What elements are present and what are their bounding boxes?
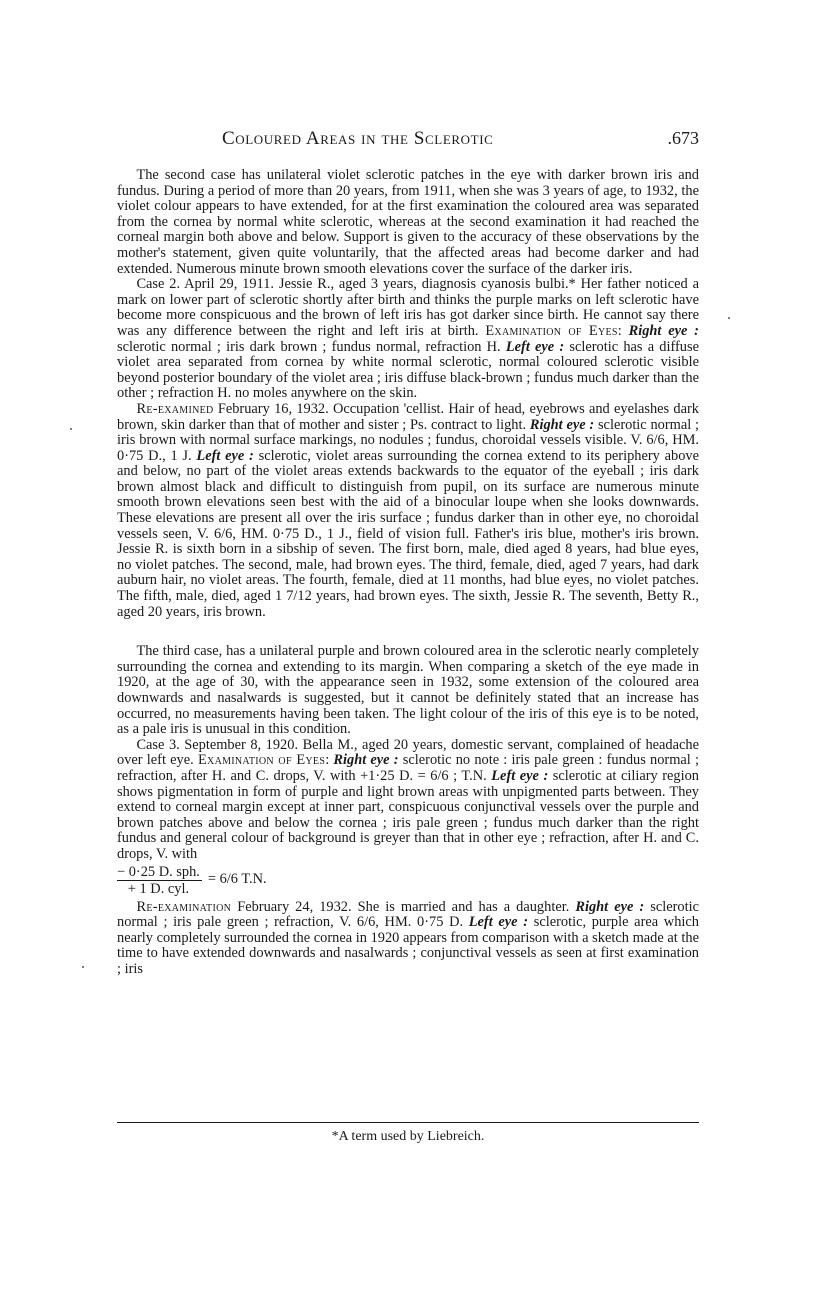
- case-3-left-eye-text: sclerotic at ciliary region shows pigmentation in form of purple and light brown areas with unpigmented parts between. They extend to corneal margin except at inner part, conspicuous conjunctival vessels over the purple and brown patches above and below the cornea ; iris pale green ; fundus much darker than the right fundus and general colour of background is greyer than that in other eye ; refraction, after H. and C. drops, V. with: [117, 767, 700, 862]
- intro-case-2-paragraph: The second case has unilateral violet sclerotic patches in the eye with darker brown iris and fundus. During a period of more than 20 years, from 1911, when she was 3 years of age, to 1932, the violet colour appears to have extended, for at the first examination the coloured area was separated from the cornea by normal white sclerotic, whereas at the second examination it had reached the corneal margin both above and below. Support is given to the accuracy of these observations by the mother's statement, given quite voluntarily, that the affected areas had become darker and had extended. Numerous minute brown smooth elevations cover the surface of the darker iris.: [117, 167, 699, 277]
- case-3-right-eye-label: Right eye :: [333, 752, 399, 769]
- case-2-reexam-right-eye-text: sclerotic normal ; iris brown with normal surface markings, no nodules ; fundus, choroidal vessels visible. V. 6/6, HM. 0·75 D., 1 J.: [117, 416, 699, 464]
- case-3-reexam-right-eye-text: sclerotic normal ; iris pale green ; refraction, V. 6/6, HM. 0·75 D.: [117, 898, 699, 931]
- page-number: .673: [667, 128, 699, 148]
- case-2-reexam-left-eye-label: Left eye :: [196, 447, 254, 464]
- case-2-reexam-right-eye-label: Right eye :: [529, 416, 595, 433]
- case-3-paragraph: Case 3. September 8, 1920. Bella M., aged 20 years, domestic servant, complained of headache over left eye. Examination of Eyes: Right eye : sclerotic no note : iris pale green : fundus normal ; refraction, after H. and C. drops, V. with +1·25 D. = 6/6 ; T.N. Left eye : sclerotic at ciliary region shows pigmentation in form of purple and light brown areas with unpigmented parts between. They extend to corneal margin except at inner part, conspicuous conjunctival vessels over the purple and brown patches above and below the cornea ; iris pale green ; fundus much darker than the right fundus and general colour of background is greyer than that in other eye ; refraction, after H. and C. drops, V. with: [117, 736, 700, 862]
- case-2-reexam-text: February 16, 1932. Occupation 'cellist. Hair of head, eyebrows and eyelashes dark brown, skin darker than that of mother and sister ; Ps. contract to light.: [117, 400, 699, 433]
- footnote-divider: [117, 1122, 699, 1123]
- case-2-reexam-paragraph: [117, 402, 699, 620]
- case-3-reexam-left-eye-label: Left eye :: [468, 914, 529, 931]
- case-3-history: Case 3. September 8, 1920. Bella M., aged 20 years, domestic servant, complained of headache over left eye.: [117, 736, 699, 769]
- case-2-exam-label: Examination of Eyes: [485, 322, 618, 339]
- case-3-left-eye-label: Left eye :: [491, 767, 549, 784]
- case-2-reexam-left-eye-text: sclerotic, violet areas surrounding the cornea extend to its periphery above and below, no part of the violet areas extends backwards to the equator of the eyeball ; iris dark brown almost black and difficult to distinguish from pupil, on its surface are numerous minute smooth brown elevations seen best with the aid of a binocular loupe when she looks downwards. These elevations are present all over the iris surface ; fundus darker than in other eye, no choroidal vessels seen, V. 6/6, HM. 0·75 D., 1 J., field of vision full. Father's iris blue, mother's iris brown. Jessie R. is sixth born in a sibship of seven. The first born, male, died aged 8 years, had blue eyes, no violet patches. The second, male, had brown eyes. The third, female, died, aged 7 years, had dark auburn hair, no violet areas. The fourth, female, died at 11 months, had blue eyes, no violet patches. The fifth, male, died, aged 1 7/12 years, had brown eyes. The sixth, Jessie R. The seventh, Betty R., aged 20 years, iris brown.: [117, 447, 699, 620]
- fraction-result: = 6/6 T.N.: [207, 871, 267, 888]
- case-2-left-eye-text: sclerotic has a diffuse violet area separated from cornea by white normal sclerotic, normal coloured sclerotic visible beyond posterior boundary of the violet area ; iris diffuse black-brown ; fundus much darker than the other ; refraction H. no moles anywhere on the skin.: [117, 338, 699, 402]
- case-2-left-eye-label: Left eye :: [505, 338, 565, 355]
- page-header: [117, 128, 699, 158]
- case-2-reexam-label: Re-examined: [136, 400, 214, 417]
- print-speck: [82, 966, 84, 968]
- case-3-reexam-text: February 24, 1932. She is married and has a daughter.: [237, 898, 570, 915]
- print-speck: [728, 317, 730, 319]
- fraction-denominator: + 1 D. cyl.: [127, 880, 190, 897]
- case-3-reexam-paragraph: [117, 900, 699, 978]
- refraction-fraction: [117, 865, 202, 896]
- case-3-reexam-left-eye-text: sclerotic, purple area which nearly completely surrounded the cornea in 1920 appears from comparison with a sketch made at the time to have extended downwards and nasalwards ; conjunctival vessels as seen at first examination ; iris: [117, 914, 699, 977]
- print-speck: [70, 428, 72, 430]
- body-text: [117, 168, 699, 978]
- running-title: Coloured Areas in the Sclerotic: [222, 128, 494, 149]
- case-3-reexam-right-eye-label: Right eye :: [575, 898, 645, 915]
- fraction-numerator: − 0·25 D. sph.: [117, 863, 200, 880]
- case-3-right-eye-text: sclerotic no note : iris pale green : fundus normal ; refraction, after H. and C. drops, V. with +1·25 D. = 6/6 ; T.N.: [117, 752, 699, 784]
- intro-case-3-paragraph: The third case, has a unilateral purple and brown coloured area in the sclerotic nearly completely surrounding the cornea and extending to its margin. When comparing a sketch of the eye made in 1920, at the age of 30, with the appearance seen in 1932, some extension of the coloured area downwards and nasalwards is suggested, but it cannot be definitely stated that an increase has occurred, no measurements having been taken. The light colour of the iris of this eye is to be noted, as a pale iris is unusual in this condition.: [117, 643, 699, 738]
- case-3-reexam-label: Re-examination: [136, 898, 232, 915]
- refraction-equation: [117, 865, 699, 896]
- case-3-exam-label: Examination of Eyes: [197, 752, 326, 769]
- case-2-right-eye-text: sclerotic normal ; iris dark brown ; fundus normal, refraction H.: [117, 338, 501, 355]
- case-2-history: Case 2. April 29, 1911. Jessie R., aged 3 years, diagnosis cyanosis bulbi.* Her father noticed a mark on lower part of sclerotic shortly after birth and thinks the purple marks on left sclerotic have become more conspicuous and the brown of left iris has got darker since birth. He cannot say there was any difference between the right and left iris at birth.: [117, 276, 699, 339]
- case-2-paragraph: Case 2. April 29, 1911. Jessie R., aged 3 years, diagnosis cyanosis bulbi.* Her father noticed a mark on lower part of sclerotic shortly after birth and thinks the purple marks on left sclerotic have become more conspicuous and the brown of left iris has got darker since birth. He cannot say there was any difference between the right and left iris at birth. Examination of Eyes: Right eye : sclerotic normal ; iris dark brown ; fundus normal, refraction H. Left eye : sclerotic has a diffuse violet area separated from cornea by white normal sclerotic, normal coloured sclerotic visible beyond posterior boundary of the violet area ; iris diffuse black-brown ; fundus much darker than the other ; refraction H. no moles anywhere on the skin.: [117, 276, 699, 402]
- footnote: *A term used by Liebreich.: [331, 1129, 485, 1144]
- case-2-right-eye-label: Right eye :: [628, 322, 699, 339]
